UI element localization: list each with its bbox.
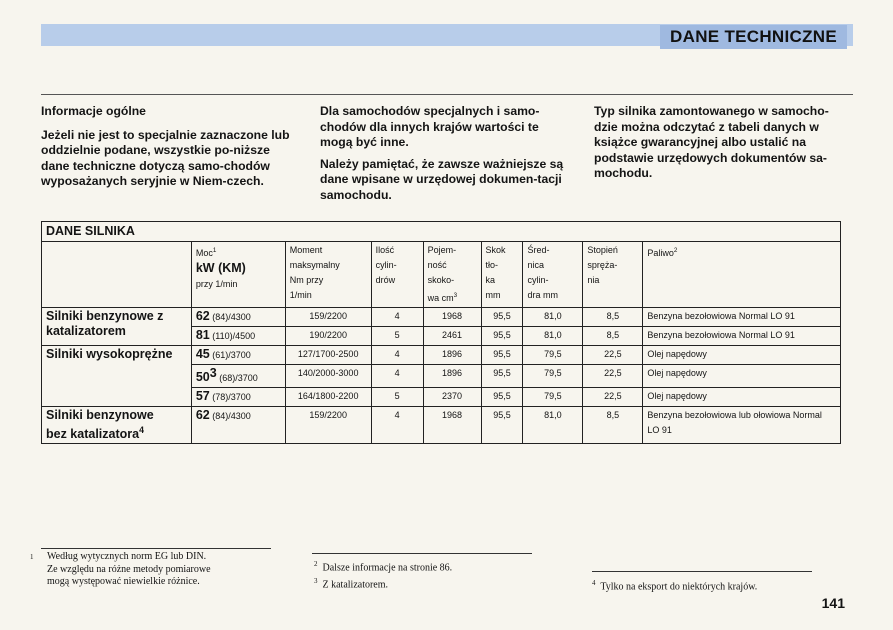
bore-cell: 81,0 xyxy=(523,308,583,327)
table-title: DANE SILNIKA xyxy=(42,222,841,242)
displacement-cell: 1896 xyxy=(423,365,481,388)
compression-cell: 8,5 xyxy=(583,327,643,346)
displacement-cell: 2370 xyxy=(423,388,481,407)
fuel-cell: Benzyna bezołowiowa Normal LO 91 xyxy=(643,308,841,327)
category-diesel: Silniki wysokoprężne xyxy=(42,346,192,407)
power-cell: 45 (61)/3700 xyxy=(191,346,285,365)
compression-cell: 8,5 xyxy=(583,308,643,327)
cylinders-cell: 4 xyxy=(371,407,423,444)
compression-cell: 22,5 xyxy=(583,388,643,407)
power-cell: 81 (110)/4500 xyxy=(191,327,285,346)
torque-cell: 164/1800-2200 xyxy=(285,388,371,407)
cylinders-cell: 4 xyxy=(371,308,423,327)
header-stroke: Skok tło- ka mm xyxy=(481,242,523,308)
torque-cell: 190/2200 xyxy=(285,327,371,346)
bore-cell: 79,5 xyxy=(523,365,583,388)
intro-column-1 xyxy=(41,104,291,196)
header-bore: Śred- nica cylin- dra mm xyxy=(523,242,583,308)
footnote-rule xyxy=(41,548,271,549)
divider xyxy=(41,94,853,95)
bore-cell: 79,5 xyxy=(523,388,583,407)
stroke-cell: 95,5 xyxy=(481,365,523,388)
general-info-heading: Informacje ogólne xyxy=(41,104,146,118)
cylinders-cell: 5 xyxy=(371,388,423,407)
cylinders-cell: 4 xyxy=(371,365,423,388)
stroke-cell: 95,5 xyxy=(481,327,523,346)
table-row xyxy=(42,346,841,365)
header-compression: Stopień spręża- nia xyxy=(583,242,643,308)
fuel-cell: Benzyna bezołowiowa Normal LO 91 xyxy=(643,327,841,346)
header-banner xyxy=(41,24,853,46)
category-petrol-no-catalyst: Silniki benzynowe bez katalizatora$^4$ xyxy=(42,407,192,444)
stroke-cell: 95,5 xyxy=(481,346,523,365)
header-cylinders: Ilość cylin- drów xyxy=(371,242,423,308)
engine-data-table xyxy=(41,221,841,444)
displacement-cell: 1968 xyxy=(423,308,481,327)
fuel-cell: Olej napędowy xyxy=(643,346,841,365)
displacement-cell: 1968 xyxy=(423,407,481,444)
power-cell: 62 (84)/4300 xyxy=(191,308,285,327)
torque-cell: 159/2200 xyxy=(285,308,371,327)
fuel-cell: Benzyna bezołowiowa lub ołowiowa Normal LO 91 xyxy=(643,407,841,444)
documentation-note: Należy pamiętać, że zawsze ważniejsze są dane wpisane w urzędowej dokumen-tacji samochodu. xyxy=(320,156,564,202)
table-title-row xyxy=(42,222,841,242)
special-vehicles-text: Dla samochodów specjalnych i samo-chodów dla innych krajów wartości te mogą być inne. xyxy=(320,104,540,149)
page-title: DANE TECHNICZNE xyxy=(660,25,847,49)
torque-cell: 127/1700-2500 xyxy=(285,346,371,365)
displacement-cell: 2461 xyxy=(423,327,481,346)
bore-cell: 79,5 xyxy=(523,346,583,365)
intro-column-3 xyxy=(594,104,844,188)
fuel-cell: Olej napędowy xyxy=(643,388,841,407)
bore-cell: 81,0 xyxy=(523,327,583,346)
engine-type-text: Typ silnika zamontowanego w samocho-dzie można odczytać z tabeli danych w książce gwarancyjnej albo ustalić na podstawie urzędowych dokumentów sa-mochodu. xyxy=(594,104,829,180)
header-torque: Moment maksymalny Nm przy 1/min xyxy=(285,242,371,308)
bore-cell: 81,0 xyxy=(523,407,583,444)
intro-column-2 xyxy=(320,104,570,209)
stroke-cell: 95,5 xyxy=(481,407,523,444)
fuel-cell: Olej napędowy xyxy=(643,365,841,388)
page-number: 141 xyxy=(821,595,845,611)
stroke-cell: 95,5 xyxy=(481,308,523,327)
table-row xyxy=(42,407,841,444)
torque-cell: 140/2000-3000 xyxy=(285,365,371,388)
footnote-rule xyxy=(592,571,812,572)
header-empty xyxy=(42,242,192,308)
general-info-text: Jeżeli nie jest to specjalnie zaznaczone lub oddzielnie podane, wszystkie po-niższe dane techniczne dotyczą samo-chodów wyposażanych seryjnie w Niem-czech. xyxy=(41,127,290,188)
compression-cell: 8,5 xyxy=(583,407,643,444)
compression-cell: 22,5 xyxy=(583,365,643,388)
power-cell: 62 (84)/4300 xyxy=(191,407,285,444)
torque-cell: 159/2200 xyxy=(285,407,371,444)
footnote-2-3: $^2$ Dalsze informacje na stronie 86. $^3$ Z katalizatorem. xyxy=(314,560,453,591)
power-cell: 57 (78)/3700 xyxy=(191,388,285,407)
stroke-cell: 95,5 xyxy=(481,388,523,407)
compression-cell: 22,5 xyxy=(583,346,643,365)
power-cell: $50^3$ (68)/3700 xyxy=(191,365,285,388)
cylinders-cell: 4 xyxy=(371,346,423,365)
table-header-row xyxy=(42,242,841,308)
footnote-4: $^4$ Tylko na eksport do niektórych krajów. xyxy=(592,579,758,593)
header-displacement: Pojem- ność skoko- wa $cm^3$ xyxy=(423,242,481,308)
footnote-rule xyxy=(312,553,532,554)
cylinders-cell: 5 xyxy=(371,327,423,346)
category-petrol-catalyst: Silniki benzynowe z katalizatorem xyxy=(42,308,192,346)
header-power: Moc$^1$ kW (KM) przy 1/min xyxy=(191,242,285,308)
displacement-cell: 1896 xyxy=(423,346,481,365)
header-fuel: Paliwo$^2$ xyxy=(643,242,841,308)
footnote-1: $^1$ Według wytycznych norm EG lub DIN. Ze względu na różne metody pomiarowe mogą występować niewielkie różnice. xyxy=(30,551,211,587)
table-row xyxy=(42,308,841,327)
